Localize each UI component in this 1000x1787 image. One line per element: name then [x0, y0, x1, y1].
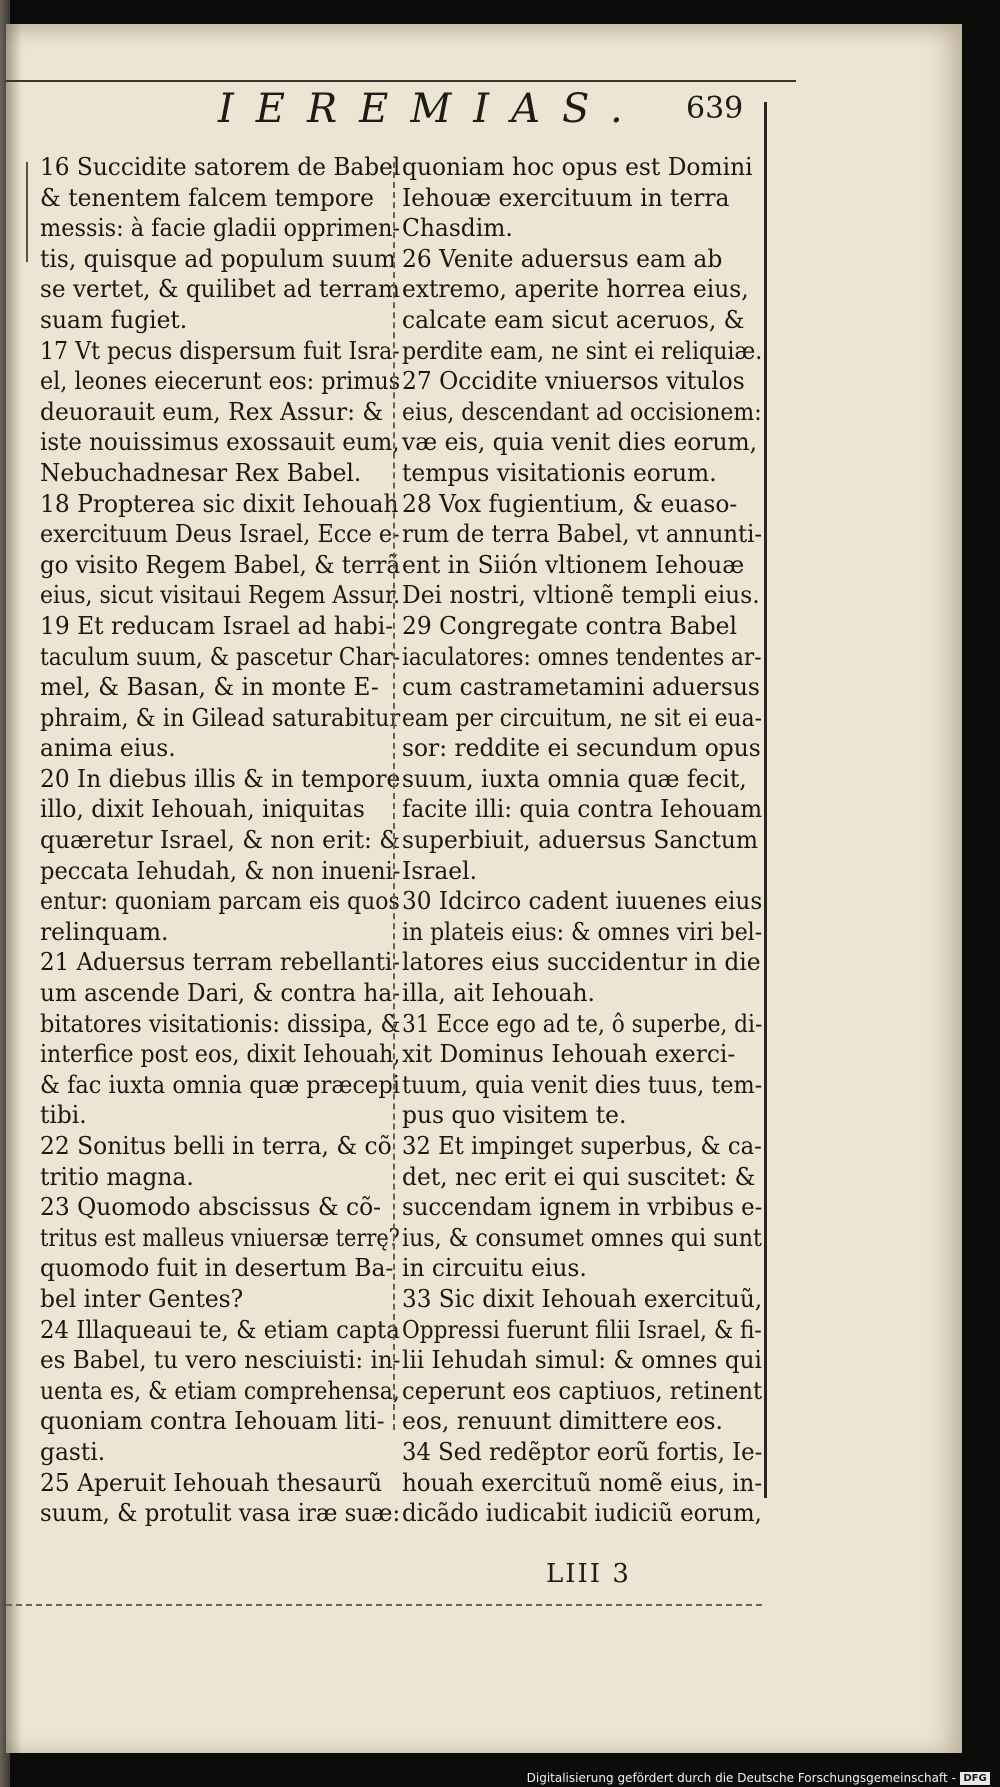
signature-mark: LIII 3: [546, 1559, 631, 1589]
text-line: eius, descendant ad occisionem:: [402, 397, 762, 426]
text-line: quæretur Israel, & non erit: &: [40, 826, 401, 855]
text-line: bitatores visitationis: dissipa, &: [40, 1009, 401, 1038]
text-line: sor: reddite ei secundum opus: [402, 734, 761, 763]
text-line: ceperunt eos captiuos, retinent: [402, 1376, 763, 1405]
text-line: tritus est malleus vniuersæ terrę?: [40, 1223, 400, 1252]
text-line: tempus visitationis eorum.: [402, 458, 717, 487]
text-line: 28 Vox fugientium, & euaso-: [402, 489, 738, 518]
text-line: succendam ignem in vrbibus e-: [402, 1193, 763, 1222]
text-line: xit Dominus Iehouah exerci-: [402, 1040, 736, 1069]
text-line: rum de terra Babel, vt annunti-: [402, 520, 763, 549]
text-line: go visito Regem Babel, & terrã: [40, 550, 401, 579]
text-line: suam fugiet.: [40, 305, 188, 334]
text-line: superbiuit, aduersus Sanctum: [402, 826, 759, 855]
text-line: dicãdo iudicabit iudiciũ eorum,: [402, 1499, 762, 1528]
text-line: tibi.: [40, 1101, 87, 1130]
footer-rule: [6, 1604, 762, 1606]
text-line: calcate eam sicut aceruos, &: [402, 305, 745, 334]
text-line: el, leones eiecerunt eos: primus: [40, 367, 401, 396]
text-line: 22 Sonitus belli in terra, & cõ: [40, 1132, 392, 1160]
text-line: Chasdim.: [402, 214, 513, 243]
page-gutter-shadow: [6, 24, 22, 1753]
text-line: 17 Vt pecus dispersum fuit Isra-: [40, 336, 400, 365]
text-line: 32 Et impinget superbus, & ca-: [402, 1132, 762, 1160]
text-line: & tenentem falcem tempore: [40, 183, 374, 212]
text-line: tritio magna.: [40, 1162, 194, 1191]
text-line: ent in Siión vltionem Iehouæ: [402, 550, 745, 579]
text-line: in circuitu eius.: [402, 1254, 587, 1283]
text-line: houah exercituũ nomẽ eius, in-: [402, 1468, 763, 1497]
text-line: se vertet, & quilibet ad terram: [40, 275, 400, 304]
text-line: entur: quoniam parcam eis quos: [40, 887, 400, 916]
text-line: taculum suum, & pascetur Char-: [40, 642, 401, 671]
credit-text: Digitalisierung gefördert durch die Deutsche Forschungsgemeinschaft: [526, 1771, 948, 1785]
text-line: 19 Et reducam Israel ad habi-: [40, 611, 394, 640]
text-line: uenta es, & etiam comprehensa,: [40, 1376, 400, 1405]
text-line: mel, & Basan, & in monte E-: [40, 673, 379, 702]
text-line: pus quo visitem te.: [402, 1101, 627, 1130]
text-line: Dei nostri, vltionẽ templi eius.: [402, 581, 760, 610]
text-line: ius, & consumet omnes qui sunt: [402, 1223, 762, 1252]
text-line: 29 Congregate contra Babel: [402, 611, 737, 640]
text-line: 21 Aduersus terram rebellanti-: [40, 948, 400, 977]
text-line: 26 Venite aduersus eam ab: [402, 244, 723, 273]
text-line: illa, ait Iehouah.: [402, 979, 595, 1008]
text-line: 30 Idcirco cadent iuuenes eius: [402, 887, 763, 916]
text-line: es Babel, tu vero nesciuisti: in-: [40, 1346, 401, 1375]
text-line: 18 Propterea sic dixit Iehouah: [40, 489, 399, 518]
text-line: gasti.: [40, 1437, 106, 1466]
text-line: cum castrametamini aduersus: [402, 673, 760, 702]
text-line: perdite eam, ne sint ei reliquiæ.: [402, 336, 763, 365]
text-line: lii Iehudah simul: & omnes qui: [402, 1346, 762, 1375]
text-line: facite illi: quia contra Iehouam: [402, 795, 763, 824]
text-line: 16 Succidite satorem de Babel: [40, 153, 401, 181]
text-line: extremo, aperite horrea eius,: [402, 275, 749, 304]
text-line: eam per circuitum, ne sit ei eua-: [402, 703, 762, 732]
text-line: quomodo fuit in desertum Ba-: [40, 1254, 394, 1283]
left-margin-rule: [26, 162, 28, 262]
text-line: eius, sicut visitaui Regem Assur.: [40, 581, 401, 610]
text-line: deuorauit eum, Rex Assur: &: [40, 397, 384, 426]
text-line: relinquam.: [40, 917, 169, 946]
text-line: væ eis, quia venit dies eorum,: [402, 428, 758, 457]
text-line: 33 Sic dixit Iehouah exercituũ,: [402, 1284, 763, 1313]
text-line: tuum, quia venit dies tuus, tem-: [402, 1070, 763, 1099]
text-line: quoniam hoc opus est Domini: [402, 153, 753, 181]
text-line: phraim, & in Gilead saturabitur: [40, 703, 401, 732]
text-line: peccata Iehudah, & non inueni-: [40, 856, 401, 885]
text-line: Iehouæ exercituum in terra: [402, 183, 730, 212]
text-line: messis: à facie gladii opprimen-: [40, 214, 400, 243]
text-line: Oppressi fuerunt filii Israel, & fi-: [402, 1315, 762, 1344]
text-line: latores eius succidentur in die: [402, 948, 761, 977]
text-line: um ascende Dari, & contra ha-: [40, 979, 400, 1008]
page-number: 639: [686, 91, 744, 126]
text-line: suum, iuxta omnia quæ fecit,: [402, 764, 747, 793]
left-text-column: [40, 152, 410, 1529]
text-line: & fac iuxta omnia quæ præcepi: [40, 1070, 400, 1099]
text-line: 24 Illaqueaui te, & etiam capta: [40, 1315, 400, 1344]
text-line: eos, renuunt dimittere eos.: [402, 1407, 723, 1436]
text-line: 23 Quomodo abscissus & cõ-: [40, 1193, 382, 1222]
text-line: suum, & protulit vasa iræ suæ:: [40, 1499, 401, 1528]
text-line: bel inter Gentes?: [40, 1284, 244, 1313]
text-line: iste nouissimus exossauit eum,: [40, 428, 400, 457]
text-line: in plateis eius: & omnes viri bel-: [402, 917, 763, 946]
text-line: 31 Ecce ego ad te, ô superbe, di-: [402, 1009, 763, 1038]
text-line: 34 Sed redẽptor eorũ fortis, Ie-: [402, 1437, 763, 1466]
text-line: exercituum Deus Israel, Ecce e-: [40, 520, 400, 549]
text-line: quoniam contra Iehouam liti-: [40, 1407, 385, 1436]
text-line: iaculatores: omnes tendentes ar-: [402, 642, 762, 671]
text-line: 25 Aperuit Iehouah thesaurũ: [40, 1468, 383, 1497]
text-line: 20 In diebus illis & in tempore: [40, 764, 401, 793]
text-line: anima eius.: [40, 734, 176, 763]
text-line: det, nec erit ei qui suscitet: &: [402, 1162, 756, 1191]
text-line: interfice post eos, dixit Iehouah,: [40, 1040, 401, 1069]
header-rule: [6, 80, 796, 82]
dfg-logo-icon: DFG: [960, 1772, 990, 1785]
text-line: illo, dixit Iehouah, iniquitas: [40, 795, 365, 824]
text-line: 27 Occidite vniuersos vitulos: [402, 367, 745, 396]
text-line: Nebuchadnesar Rex Babel.: [40, 458, 362, 487]
column-divider: [393, 162, 395, 1430]
book-page: [6, 24, 962, 1753]
running-title: IEREMIAS.: [218, 86, 645, 132]
digitization-credit: Digitalisierung gefördert durch die Deutsche Forschungsgemeinschaft - DFG: [527, 1771, 990, 1785]
text-line: tis, quisque ad populum suum: [40, 244, 396, 273]
text-line: Israel.: [402, 856, 478, 885]
right-text-column: [402, 152, 772, 1529]
